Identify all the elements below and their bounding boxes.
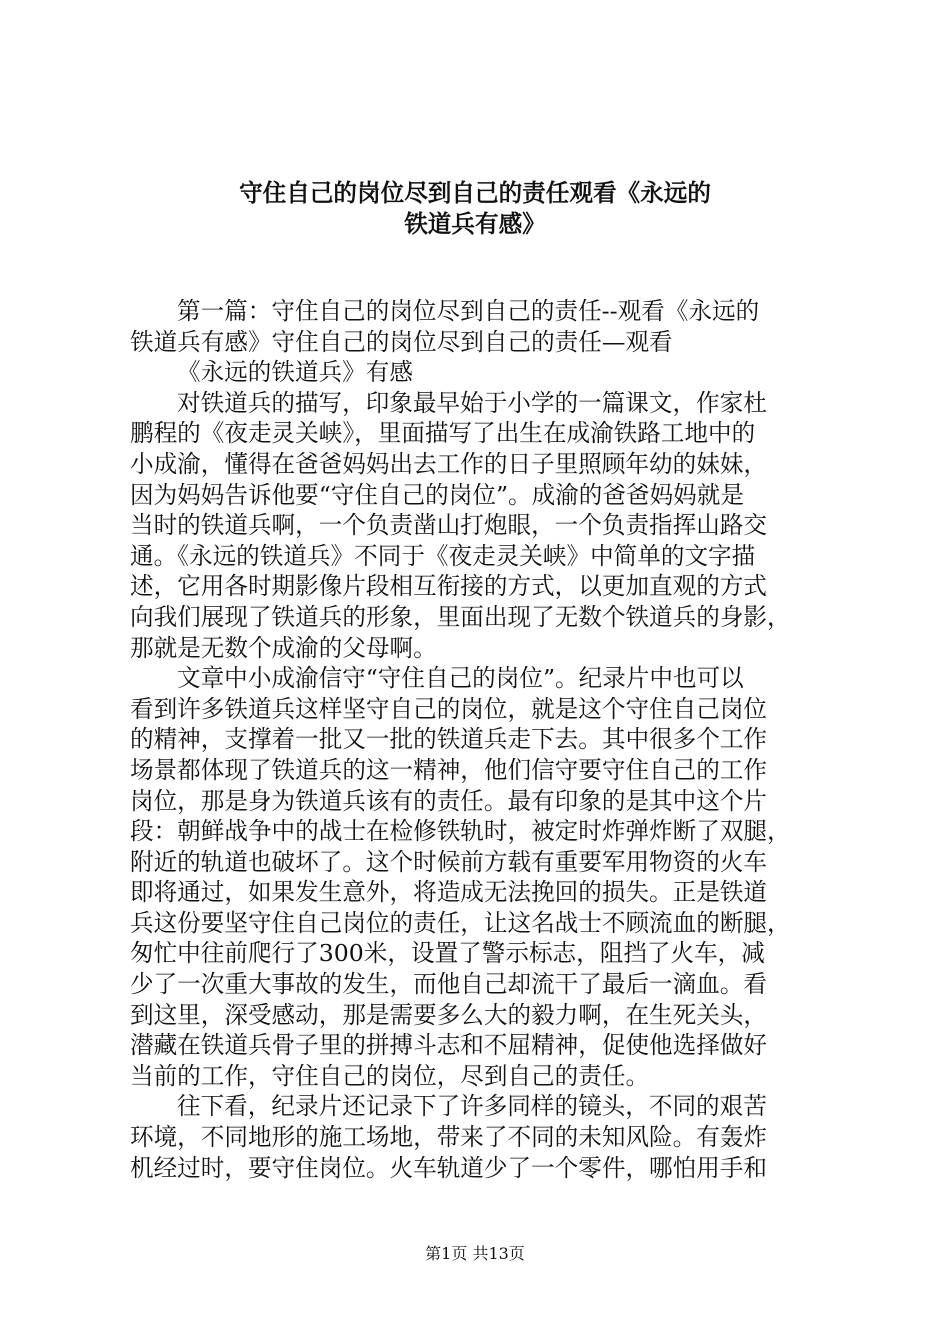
body-line: 少了一次重大事故的发生，而他自己却流干了最后一滴血。看 [130, 970, 768, 999]
body-line: 岗位，那是身为铁道兵该有的责任。最有印象的是其中这个片 [130, 786, 768, 815]
body-line: 铁道兵有感》守住自己的岗位尽到自己的责任—观看 [130, 327, 673, 356]
body-line: 第一篇：守住自己的岗位尽到自己的责任--观看《永远的 [177, 297, 760, 325]
body-line: 当前的工作，守住自己的岗位，尽到自己的责任。 [130, 1061, 650, 1090]
title-line-2: 铁道兵有感》 [404, 209, 546, 238]
document-title [110, 178, 840, 239]
body-line: 当时的铁道兵啊，一个负责凿山打炮眼，一个负责指挥山路交 [130, 511, 768, 540]
body-line: 向我们展现了铁道兵的形象，里面出现了无数个铁道兵的身影， [130, 602, 791, 631]
title-line-1: 守住自己的岗位尽到自己的责任观看《永远的 [239, 179, 711, 207]
body-line: 《永远的铁道兵》有感 [177, 358, 413, 387]
body-line: 因为妈妈告诉他要“守住自己的岗位”。成渝的爸爸妈妈就是 [130, 480, 744, 509]
body-line: 鹏程的《夜走灵关峡》，里面描写了出生在成渝铁路工地中的 [130, 419, 756, 448]
body-line: 那就是无数个成渝的父母啊。 [130, 633, 437, 662]
body-line: 即将通过，如果发生意外，将造成无法挽回的损失。正是铁道 [130, 878, 768, 907]
body-line: 看到许多铁道兵这样坚守自己的岗位，就是这个守住自己岗位 [130, 694, 768, 723]
body-line: 场景都体现了铁道兵的这一精神，他们信守要守住自己的工作 [130, 755, 768, 784]
body-line: 到这里，深受感动，那是需要多么大的毅力啊，在生死关头， [130, 1000, 768, 1029]
body-line: 的精神，支撑着一批又一批的铁道兵走下去。其中很多个工作 [130, 725, 768, 754]
body-line: 匆忙中往前爬行了300米，设置了警示标志，阻挡了火车，减 [130, 939, 765, 968]
body-line: 兵这份要坚守住自己岗位的责任，让这名战士不顾流血的断腿， [130, 908, 791, 937]
body-line: 附近的轨道也破坏了。这个时候前方载有重要军用物资的火车 [130, 847, 768, 876]
body-line: 潜藏在铁道兵骨子里的拼搏斗志和不屈精神，促使他选择做好 [130, 1031, 768, 1060]
body-line: 述，它用各时期影像片段相互衔接的方式，以更加直观的方式 [130, 572, 768, 601]
body-line: 小成渝，懂得在爸爸妈妈出去工作的日子里照顾年幼的妹妹， [130, 449, 768, 478]
body-line: 往下看，纪录片还记录下了许多同样的镜头，不同的艰苦 [177, 1092, 767, 1121]
body-line: 通。《永远的铁道兵》不同于《夜走灵关峡》中简单的文字描 [130, 541, 756, 570]
body-line: 环境，不同地形的施工场地，带来了不同的未知风险。有轰炸 [130, 1123, 768, 1152]
body-line: 对铁道兵的描写，印象最早始于小学的一篇课文，作家杜 [177, 388, 767, 417]
body-line: 文章中小成渝信守“守住自己的岗位”。纪录片中也可以 [177, 664, 744, 693]
body-line: 段：朝鲜战争中的战士在检修铁轨时，被定时炸弹炸断了双腿， [130, 817, 791, 846]
body-line: 机经过时，要守住岗位。火车轨道少了一个零件，哪怕用手和 [130, 1153, 768, 1182]
document-body [130, 296, 830, 1183]
page-footer: 第1页 共13页 [425, 1244, 525, 1263]
